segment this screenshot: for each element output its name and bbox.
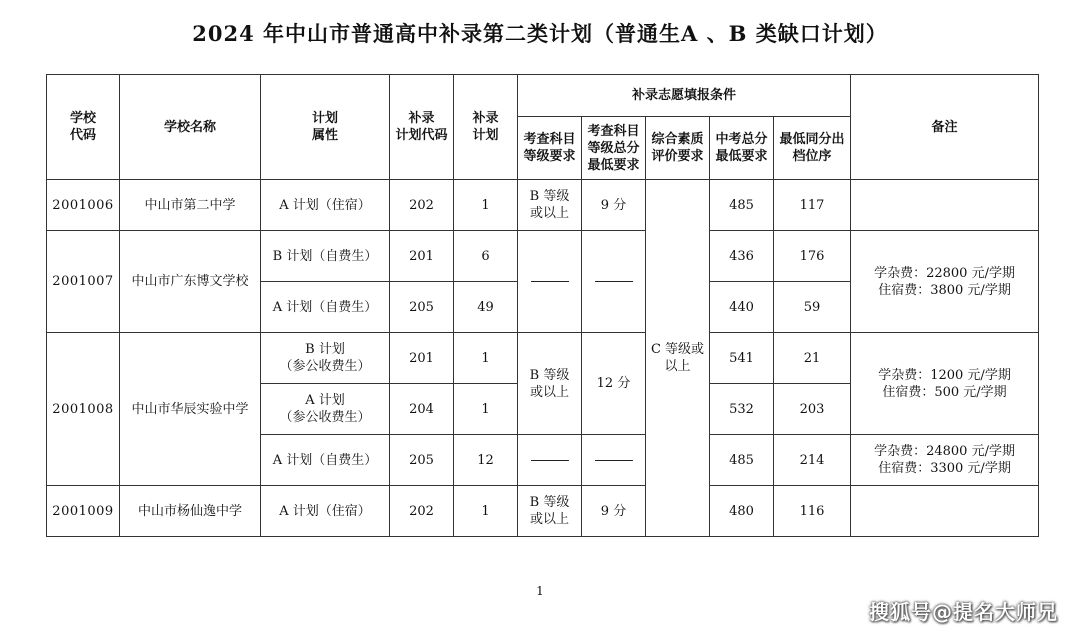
subject-level-cell: B 等级 或以上 [518,180,582,231]
watermark: 搜狐号@提名大师兄 [869,600,1058,624]
subject-total-cell: 9 分 [582,180,646,231]
dash-mark [595,460,633,461]
plan-code-cell: 204 [390,384,454,435]
plan-attr-cell: A 计划（自费生） [261,282,390,333]
dash-mark [531,281,569,282]
min-score-cell: 532 [710,384,774,435]
remark-cell: 学杂费：24800 元/学期 住宿费：3300 元/学期 [851,435,1039,486]
plan-count-cell: 1 [454,486,518,537]
min-rank-cell: 203 [774,384,851,435]
dash-mark [531,460,569,461]
remark-cell [851,486,1039,537]
subject-level-cell [518,435,582,486]
header-min-rank: 最低同分出 档位序 [774,117,851,180]
dash-mark [595,281,633,282]
plan-code-cell: 205 [390,435,454,486]
min-score-cell: 485 [710,180,774,231]
plan-count-cell: 1 [454,333,518,384]
plan-attr-cell: A 计划（住宿） [261,180,390,231]
header-school-code: 学校 代码 [47,75,120,180]
school-name-cell: 中山市第二中学 [120,180,261,231]
min-rank-cell: 214 [774,435,851,486]
subject-total-cell [582,435,646,486]
plan-count-cell: 1 [454,384,518,435]
header-school-name: 学校名称 [120,75,261,180]
school-name-cell: 中山市华辰实验中学 [120,333,261,486]
header-remarks: 备注 [851,75,1039,180]
min-score-cell: 440 [710,282,774,333]
page-title: 2024 年中山市普通高中补录第二类计划（普通生A 、B 类缺口计划） [192,21,888,46]
header-plan-code: 补录 计划代码 [390,75,454,180]
page-number: 1 [536,584,544,598]
min-score-cell: 541 [710,333,774,384]
table-row [47,231,1039,282]
plan-count-cell: 1 [454,180,518,231]
school-name-cell: 中山市广东博文学校 [120,231,261,333]
plan-code-cell: 202 [390,180,454,231]
table-row [47,180,1039,231]
header-subject-total: 考查科目 等级总分 最低要求 [582,117,646,180]
school-code-cell: 2001009 [47,486,120,537]
subject-total-cell: 9 分 [582,486,646,537]
header-quality: 综合素质 评价要求 [646,117,710,180]
header-subject-level: 考查科目 等级要求 [518,117,582,180]
plan-code-cell: 201 [390,231,454,282]
school-name-cell: 中山市杨仙逸中学 [120,486,261,537]
subject-total-cell [582,231,646,333]
subject-level-cell: B 等级 或以上 [518,333,582,435]
plan-attr-cell: A 计划（住宿） [261,486,390,537]
header-conditions: 补录志愿填报条件 [518,75,851,117]
school-code-cell: 2001007 [47,231,120,333]
min-rank-cell: 116 [774,486,851,537]
school-code-cell: 2001008 [47,333,120,486]
plan-attr-cell: B 计划（自费生） [261,231,390,282]
remark-cell: 学杂费：22800 元/学期 住宿费：3800 元/学期 [851,231,1039,333]
plan-count-cell: 6 [454,231,518,282]
table-row [47,333,1039,384]
quality-requirement-cell: C 等级或 以上 [646,180,710,537]
subject-level-cell [518,231,582,333]
plan-count-cell: 12 [454,435,518,486]
school-code-cell: 2001006 [47,180,120,231]
min-rank-cell: 21 [774,333,851,384]
min-score-cell: 480 [710,486,774,537]
table-row [47,486,1039,537]
min-score-cell: 485 [710,435,774,486]
plan-count-cell: 49 [454,282,518,333]
subject-level-cell: B 等级 或以上 [518,486,582,537]
header-plan-count: 补录 计划 [454,75,518,180]
min-score-cell: 436 [710,231,774,282]
plan-attr-cell: B 计划 （参公收费生） [261,333,390,384]
header-plan-attr: 计划 属性 [261,75,390,180]
plan-code-cell: 202 [390,486,454,537]
header-row-1 [47,75,1039,117]
plan-code-cell: 201 [390,333,454,384]
plan-table [46,74,1039,537]
plan-attr-cell: A 计划（自费生） [261,435,390,486]
plan-attr-cell: A 计划 （参公收费生） [261,384,390,435]
plan-code-cell: 205 [390,282,454,333]
remark-cell: 学杂费：1200 元/学期 住宿费：500 元/学期 [851,333,1039,435]
subject-total-cell: 12 分 [582,333,646,435]
header-min-score: 中考总分 最低要求 [710,117,774,180]
remark-cell [851,180,1039,231]
min-rank-cell: 176 [774,231,851,282]
min-rank-cell: 59 [774,282,851,333]
min-rank-cell: 117 [774,180,851,231]
